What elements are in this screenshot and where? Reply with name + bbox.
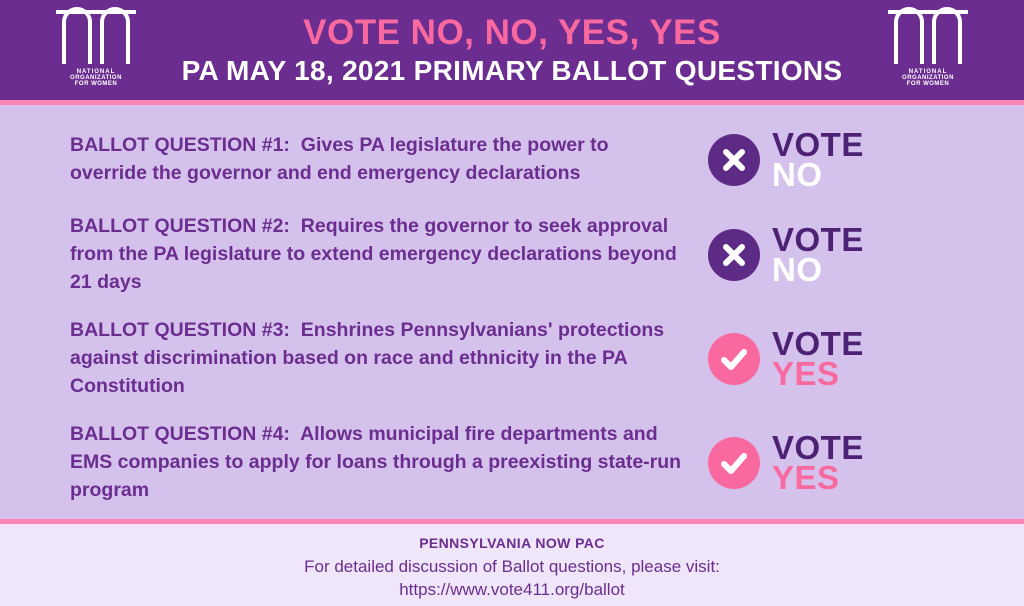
list-item: [0, 415, 1024, 511]
question-text: [70, 421, 708, 504]
questions-list: [0, 105, 1024, 519]
vote-top-word: VOTE: [772, 428, 864, 466]
logo-text-top: NATIONAL: [908, 69, 948, 75]
x-mark-icon: [708, 134, 760, 186]
question-body: Requires the governor to seek approval from the PA legislature to extend emergency declarations beyond 21 days: [70, 215, 677, 293]
national-organization-for-women-logo: [48, 6, 144, 94]
question-label: BALLOT QUESTION #4:: [70, 423, 290, 446]
logo-text-bottom: FOR WOMEN: [74, 81, 118, 87]
vote-recommendation: [708, 428, 908, 496]
vote-bottom-word: YES: [772, 355, 840, 392]
page-title: VOTE NO, NO, YES, YES: [303, 12, 721, 52]
logo-text-mid: ORGANIZATION: [902, 75, 954, 81]
vote-top-word: VOTE: [772, 125, 864, 163]
question-label: BALLOT QUESTION #2:: [70, 215, 290, 238]
vote-words: [772, 220, 864, 288]
list-item: [0, 311, 1024, 407]
vote-recommendation: [708, 125, 908, 193]
vote-top-word: VOTE: [772, 324, 864, 362]
vote-bottom-word: YES: [772, 459, 840, 496]
footer-url[interactable]: https://www.vote411.org/ballot: [399, 580, 625, 599]
logo-text-top: NATIONAL: [76, 69, 116, 75]
x-mark-icon: [708, 229, 760, 281]
vote-words: [772, 125, 864, 193]
question-body: Enshrines Pennsylvanians' protections against discrimination based on race and ethnicity in the PA Constitution: [70, 319, 665, 397]
vote-top-word: VOTE: [772, 220, 864, 258]
vote-recommendation: [708, 324, 908, 392]
question-text: [70, 317, 708, 400]
vote-bottom-word: NO: [772, 156, 823, 193]
question-body: Gives PA legislature the power to override the governor and end emergency declarations: [70, 134, 609, 184]
organization-name: PENNSYLVANIA NOW PAC: [419, 535, 605, 551]
question-label: BALLOT QUESTION #3:: [70, 319, 290, 342]
vote-recommendation: [708, 220, 908, 288]
header-text-block: [181, 12, 843, 86]
vote-words: [772, 324, 864, 392]
vote-bottom-word: NO: [772, 251, 823, 288]
footer-note: For detailed discussion of Ballot questions, please visit:: [304, 557, 720, 576]
question-label: BALLOT QUESTION #1:: [70, 134, 290, 157]
list-item: [0, 207, 1024, 303]
logo-text-bottom: FOR WOMEN: [906, 81, 950, 87]
vote-words: [772, 428, 864, 496]
question-text: [70, 213, 708, 296]
logo-text-mid: ORGANIZATION: [70, 75, 122, 81]
page-subtitle: PA MAY 18, 2021 PRIMARY BALLOT QUESTIONS: [181, 54, 843, 86]
header-bar: [0, 0, 1024, 100]
list-item: [0, 121, 1024, 199]
national-organization-for-women-logo: [880, 6, 976, 94]
check-mark-icon: [708, 333, 760, 385]
question-text: [70, 132, 708, 187]
question-body: Allows municipal fire departments and EMS companies to apply for loans through a preexisting state-run program: [70, 423, 682, 501]
check-mark-icon: [708, 437, 760, 489]
footer: [0, 524, 1024, 606]
